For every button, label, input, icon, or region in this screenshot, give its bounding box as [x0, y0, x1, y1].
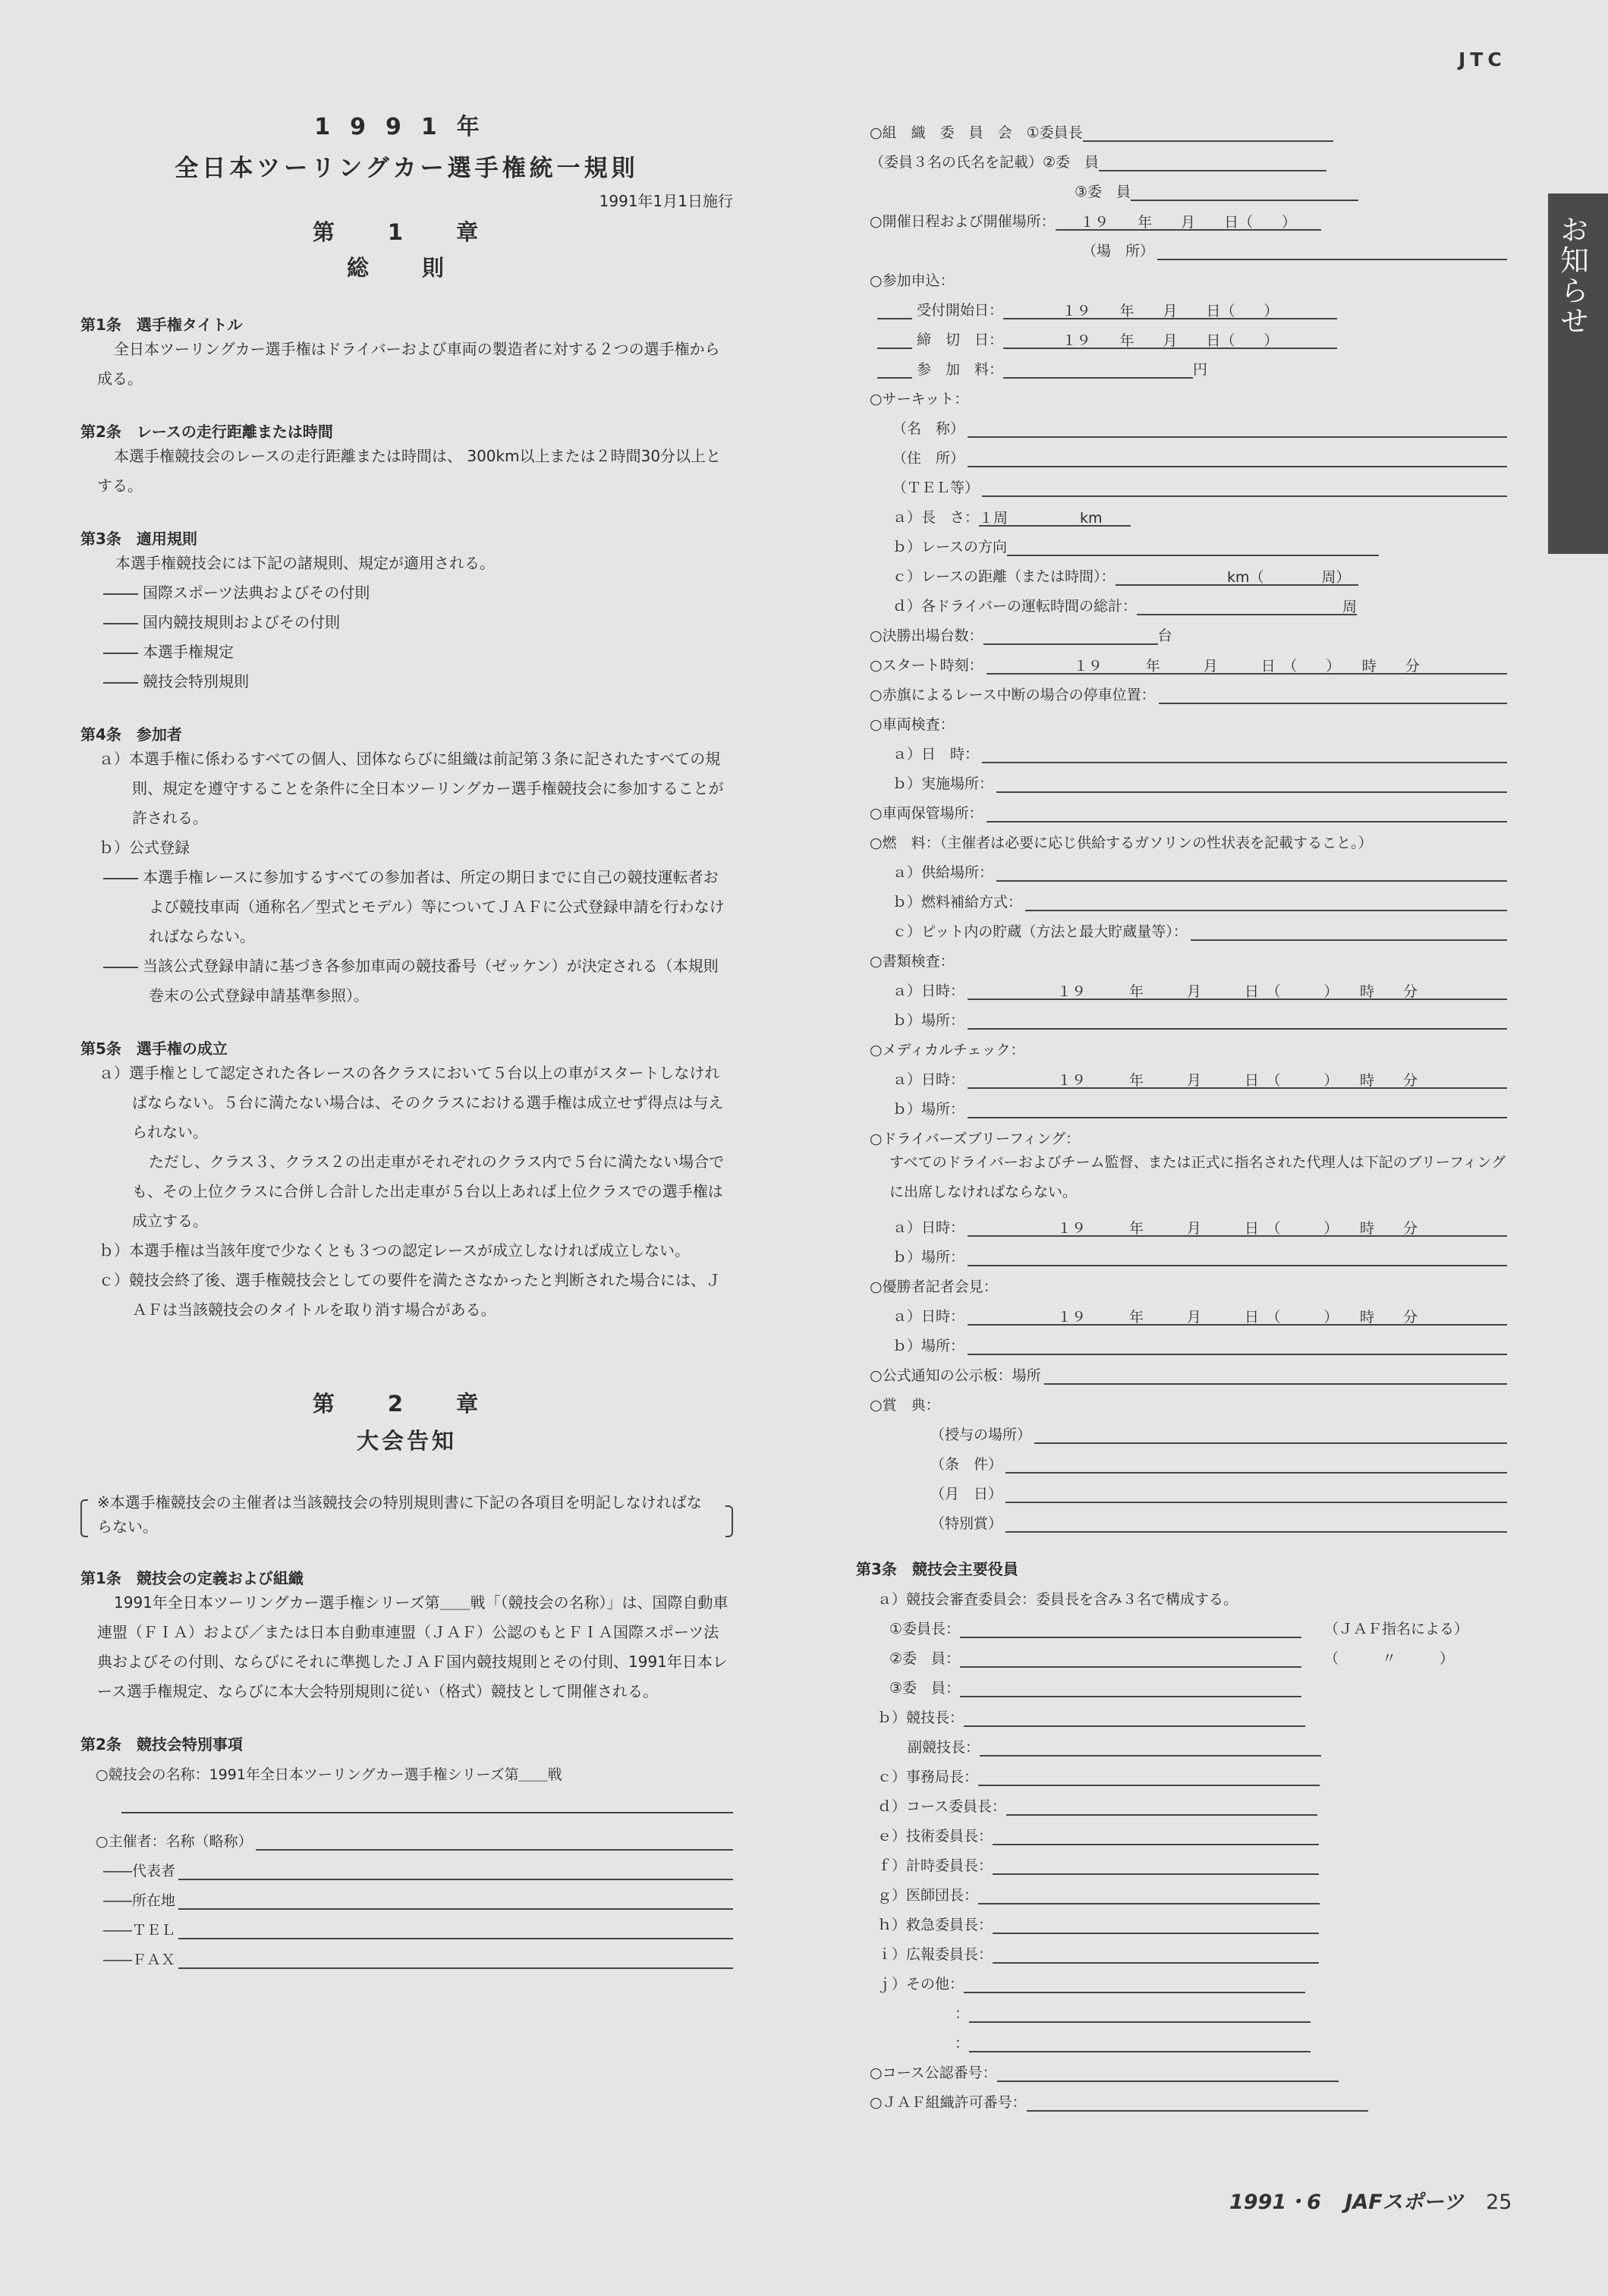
- committee-member-field[interactable]: [1099, 152, 1326, 171]
- tel-field[interactable]: [178, 1920, 733, 1939]
- right-column: [856, 112, 1507, 2112]
- driving-time-row: ｄ）各ドライバーの運転時間の総計： 周: [870, 586, 1507, 615]
- deputy-clerk-field[interactable]: [980, 1737, 1321, 1757]
- start-time-field[interactable]: １９ 年 月 日 （ ） 時 分: [987, 655, 1507, 675]
- others3-field[interactable]: [969, 2033, 1311, 2052]
- finalists-row: ○決勝出場台数： 台: [870, 615, 1507, 645]
- chapter2-name: 大会告知: [356, 1428, 457, 1454]
- title-year: 1991年: [314, 114, 499, 140]
- fax-row: ――ＦＡＸ: [80, 1939, 733, 1969]
- article4-a: ａ）本選手権に係わるすべての個人、団体ならびに組織は前記第３条に記されたすべての規則、規定を遵守することを条件に全日本ツーリングカー選手権競技会に参加することが許される。: [99, 750, 724, 827]
- circuit-name-field[interactable]: [968, 418, 1507, 438]
- representative-field[interactable]: [178, 1860, 733, 1880]
- briefing-place-row: ｂ）場所：: [870, 1237, 1507, 1266]
- rescue-chief-field[interactable]: [993, 1914, 1319, 1934]
- tel-row: ――ＴＥＬ: [80, 1910, 733, 1939]
- briefing-time-row: ａ）日時： １９ 年 月 日 （ ） 時 分: [870, 1207, 1507, 1237]
- jaf-permit-row: ○ＪＡＦ組織許可番号：: [870, 2082, 1507, 2112]
- effective-date: 1991年1月1日施行: [599, 192, 733, 210]
- article1-text: 全日本ツーリングカー選手権はドライバーおよび車両の製造者に対する２つの選手権から成る。: [97, 340, 720, 388]
- pr-chief-row: ｉ）広報委員長：: [870, 1934, 1507, 1964]
- article5-b: ｂ）本選手権は当該年度で少なくとも３つの認定レースが成立しなければ成立しない。: [99, 1241, 690, 1260]
- start-time-row: ○スタート時刻： １９ 年 月 日 （ ） 時 分: [870, 645, 1507, 675]
- rescue-chief-row: ｈ）救急委員長：: [870, 1904, 1507, 1934]
- circuit-row: ○サーキット：: [870, 391, 969, 407]
- section-tab: [1548, 193, 1608, 554]
- fuel-method-row: ｂ）燃料補給方式：: [870, 882, 1507, 911]
- briefing-text: すべてのドライバーおよびチーム監督、または正式に指名された代理人は下記のブリーフィングに出席しなければならない。: [889, 1154, 1506, 1200]
- awards-row: ○賞 典：: [870, 1397, 940, 1414]
- article4-b1: 本選手権レースに参加するすべての参加者は、所定の期日までに自己の競技運転者および競技車両（通称名／型式とモデル）等についてＪＡＦに公式登録申請を行わなければならない。: [103, 863, 733, 951]
- article4-b: ｂ）公式登録: [99, 838, 190, 857]
- stewards-row: ａ）競技会審査委員会：委員長を含み３名で構成する。: [877, 1591, 1238, 1608]
- scrutineering-row: ○車両検査：: [870, 716, 955, 733]
- clerk-field[interactable]: [964, 1707, 1305, 1727]
- event-name-row: ○競技会の名称：1991年全日本ツーリングカー選手権シリーズ第＿＿戦: [96, 1766, 562, 1783]
- ch2-article1-heading: 第1条 競技会の定義および組織: [80, 1569, 304, 1587]
- document-check-time-field[interactable]: １９ 年 月 日 （ ） 時 分: [968, 980, 1507, 1000]
- chapter2-number: 第 2 章: [312, 1391, 502, 1417]
- article1-heading: 第1条 選手権タイトル: [80, 316, 243, 334]
- article2-heading: 第2条 レースの走行距離または時間: [80, 423, 333, 441]
- entry-fee-field[interactable]: [1003, 359, 1193, 379]
- article4-b2: 当該公式登録申請に基づき各参加車両の競技番号（ゼッケン）が決定される（本規則巻末の公式登録申請基準参照）。: [103, 951, 733, 1011]
- scrutineering-time-row: ａ）日 時：: [870, 734, 1507, 763]
- ch2-article1-text: 1991年全日本ツーリングカー選手権シリーズ第＿＿戦「（競技会の名称）」は、国際自動車連盟（ＦＩＡ）および／または日本自動車連盟（ＪＡＦ）公認のもとＦＩＡ国際スポーツ法典およびその付則、ならびにそれに準拠したＪＡＦ国内競技規則とその付則、1991年日本レース選手権規定、ならびに本大会特別規則に従い（格式）競技として開催される。: [97, 1593, 728, 1700]
- award-condition-field[interactable]: [1005, 1454, 1507, 1474]
- press-place-row: ｂ）場所：: [870, 1326, 1507, 1355]
- others3-row: ：: [870, 2023, 1507, 2052]
- schedule-row: ○開催日程および開催場所： １９ 年 月 日（ ）: [870, 201, 1507, 231]
- committee-member3-row: ③委 員: [870, 171, 1507, 201]
- schedule-date-field[interactable]: １９ 年 月 日（ ）: [1056, 211, 1321, 231]
- steward-chair-row: ①委員長： （ＪＡＦ指名による）: [870, 1609, 1507, 1638]
- steward-member-field[interactable]: [960, 1648, 1301, 1668]
- magazine-logo: JAFスポーツ: [1345, 2191, 1464, 2214]
- circuit-name-row: （名 称）: [870, 408, 1507, 438]
- article3-item: 本選手権規定: [80, 637, 733, 667]
- others2-field[interactable]: [969, 2003, 1311, 2023]
- race-distance-row: ｃ）レースの距離（または時間）： km（ 周）: [870, 556, 1507, 586]
- entry-close-row: 締 切 日： １９ 年 月 日（ ）: [870, 319, 1507, 349]
- circuit-tel-row: （ＴＥＬ等）: [870, 467, 1507, 497]
- document-check-row: ○書類検査：: [870, 953, 955, 970]
- course-license-field[interactable]: [997, 2062, 1339, 2082]
- others-field[interactable]: [964, 1974, 1305, 1993]
- chapter2-note: ※本選手権競技会の主催者は当該競技会の特別規則書に下記の各項目を明記しなければならない。: [80, 1490, 733, 1539]
- article3-item: 競技会特別規則: [80, 667, 733, 697]
- course-chief-row: ｄ）コース委員長：: [870, 1786, 1507, 1816]
- committee-chair-row: ○組 織 委 員 会 ①委員長: [870, 112, 1507, 142]
- entry-close-field[interactable]: １９ 年 月 日（ ）: [1003, 329, 1337, 349]
- press-place-field[interactable]: [968, 1335, 1507, 1355]
- article3-item: 国内競技規則およびその付則: [80, 608, 733, 637]
- circuit-length-field[interactable]: １周 km: [979, 507, 1131, 527]
- circuit-address-row: （住 所）: [870, 438, 1507, 467]
- article2-text: 本選手権競技会のレースの走行距離または時間は、 300km以上または２時間30分以上とする。: [97, 447, 722, 495]
- article5-a: ａ）選手権として認定された各レースの各クラスにおいて５台以上の車がスタートしなければならない。５台に満たない場合は、そのクラスにおける選手権は成立せず得点は与えられない。: [99, 1064, 724, 1141]
- scrutineering-place-row: ｂ）実施場所：: [870, 763, 1507, 793]
- pr-chief-field[interactable]: [993, 1944, 1319, 1964]
- steward-member-row: ②委 員： （ 〃 ）: [870, 1638, 1507, 1668]
- steward-chair-field[interactable]: [960, 1618, 1301, 1638]
- award-place-row: （授与の場所）: [870, 1414, 1507, 1444]
- document-check-place-row: ｂ）場所：: [870, 1000, 1507, 1030]
- medical-chief-field[interactable]: [978, 1885, 1320, 1904]
- fuel-supply-field[interactable]: [996, 862, 1507, 882]
- parc-ferme-row: ○車両保管場所：: [870, 793, 1507, 822]
- circuit-tel-field[interactable]: [982, 477, 1507, 497]
- briefing-place-field[interactable]: [968, 1247, 1507, 1266]
- ch2-article2-heading: 第2条 競技会特別事項: [80, 1735, 243, 1753]
- timing-chief-row: ｆ）計時委員長：: [870, 1845, 1507, 1875]
- clerk-row: ｂ）競技長：: [870, 1697, 1507, 1727]
- venue-field[interactable]: [1157, 241, 1507, 260]
- issue-date: 1991・6: [1229, 2191, 1321, 2214]
- article3-text: 本選手権競技会には下記の諸規則、規定が適用される。: [115, 554, 495, 572]
- document-check-place-field[interactable]: [968, 1010, 1507, 1030]
- section-tab-label: お知らせ: [1555, 215, 1589, 336]
- race-direction-row: ｂ）レースの方向: [870, 527, 1507, 556]
- steward-member3-field[interactable]: [960, 1678, 1301, 1697]
- page-number: 25: [1486, 2191, 1512, 2214]
- committee-member-row: （委員３名の氏名を記載）②委 員: [870, 142, 1507, 171]
- fuel-row: ○燃 料：（主催者は必要に応じ供給するガソリンの性状表を記載すること。）: [870, 835, 1373, 851]
- entry-start-field[interactable]: １９ 年 月 日（ ）: [1003, 300, 1337, 319]
- representative-row: ――代表者: [80, 1851, 733, 1880]
- medical-check-time-row: ａ）日時： １９ 年 月 日 （ ） 時 分: [870, 1059, 1507, 1089]
- award-place-field[interactable]: [1034, 1424, 1507, 1444]
- technical-chief-row: ｅ）技術委員長：: [870, 1816, 1507, 1845]
- medical-check-place-row: ｂ）場所：: [870, 1089, 1507, 1118]
- page-title: 全日本ツーリングカー選手権統一規則: [175, 155, 639, 182]
- press-conference-row: ○優勝者記者会見：: [870, 1279, 998, 1295]
- event-name-line: [80, 1784, 733, 1813]
- notice-board-row: ○公式通知の公示板：場所: [870, 1355, 1507, 1385]
- red-flag-field[interactable]: [1159, 684, 1507, 704]
- others-row: ｊ）その他：: [870, 1964, 1507, 1993]
- chapter1-name: 総 則: [346, 255, 467, 281]
- event-name-field[interactable]: [121, 1794, 733, 1813]
- article5-heading: 第5条 選手権の成立: [80, 1039, 228, 1058]
- award-date-field[interactable]: [1005, 1483, 1507, 1503]
- entry-fee-row: 参 加 料： 円: [870, 349, 1507, 379]
- medical-check-row: ○メディカルチェック：: [870, 1042, 1025, 1058]
- fuel-supply-row: ａ）供給場所：: [870, 852, 1507, 882]
- header-code: JTC: [1459, 49, 1506, 71]
- address-row: ――所在地: [80, 1880, 733, 1910]
- circuit-length-row: ａ）長 さ： １周 km: [870, 497, 1507, 527]
- medical-check-place-field[interactable]: [968, 1099, 1507, 1118]
- medical-check-time-field[interactable]: １９ 年 月 日 （ ） 時 分: [968, 1069, 1507, 1089]
- secretary-field[interactable]: [978, 1766, 1320, 1786]
- chapter1-number: 第 1 章: [312, 219, 502, 245]
- course-chief-field[interactable]: [1006, 1796, 1317, 1816]
- fuel-method-field[interactable]: [1025, 892, 1507, 911]
- driving-time-field[interactable]: 周: [1137, 596, 1357, 615]
- organizer-row: ○主催者：名称（略称）: [80, 1821, 733, 1851]
- address-field[interactable]: [178, 1890, 733, 1910]
- article3-heading: 第3条 適用規則: [80, 530, 197, 548]
- article4-heading: 第4条 参加者: [80, 725, 182, 744]
- page-footer: [1229, 2185, 1512, 2215]
- parc-ferme-field[interactable]: [987, 803, 1507, 822]
- medical-chief-row: ｇ）医師団長：: [870, 1875, 1507, 1904]
- secretary-row: ｃ）事務局長：: [870, 1757, 1507, 1786]
- scrutineering-place-field[interactable]: [996, 773, 1507, 793]
- notice-board-field[interactable]: [1044, 1365, 1507, 1385]
- award-condition-row: （条 件）: [870, 1444, 1507, 1474]
- venue-row: （場 所）: [870, 231, 1507, 260]
- document-check-time-row: ａ）日時： １９ 年 月 日 （ ） 時 分: [870, 970, 1507, 1000]
- timing-chief-field[interactable]: [993, 1855, 1319, 1875]
- entry-start-row: 受付開始日： １９ 年 月 日（ ）: [870, 290, 1507, 319]
- fuel-storage-field[interactable]: [1191, 921, 1507, 941]
- briefing-time-field[interactable]: １９ 年 月 日 （ ） 時 分: [968, 1217, 1507, 1237]
- red-flag-row: ○赤旗によるレース中断の場合の停車位置：: [870, 675, 1507, 704]
- award-special-row: （特別賞）: [870, 1503, 1507, 1533]
- fuel-storage-row: ｃ）ピット内の貯蔵（方法と最大貯蔵量等）：: [870, 911, 1507, 941]
- article5-c: ｃ）競技会終了後、選手権競技会としての要件を満たさなかったと判断された場合には、ＪＡＦは当該競技会のタイトルを取り消す場合がある。: [99, 1271, 721, 1319]
- deputy-clerk-row: 副競技長：: [870, 1727, 1507, 1757]
- others2-row: ：: [870, 1993, 1507, 2023]
- organizer-field[interactable]: [256, 1831, 733, 1851]
- briefing-row: ○ドライバーズブリーフィング：: [870, 1131, 1081, 1147]
- press-time-field[interactable]: １９ 年 月 日 （ ） 時 分: [968, 1306, 1507, 1326]
- article5-a2: ただし、クラス３、クラス２の出走車がそれぞれのクラス内で５台に満たない場合でも、その上位クラスに合併し合計した出走車が５台以上あれば上位クラスでの選手権は成立する。: [132, 1153, 725, 1230]
- circuit-address-field[interactable]: [968, 448, 1507, 467]
- steward-member3-row: ③委 員：: [870, 1668, 1507, 1697]
- article3-item: 国際スポーツ法典およびその付則: [80, 578, 733, 608]
- scrutineering-time-field[interactable]: [982, 744, 1507, 763]
- course-license-row: ○コース公認番号：: [870, 2052, 1507, 2082]
- race-distance-field[interactable]: km（ 周）: [1116, 566, 1358, 586]
- officials-heading: 第3条 競技会主要役員: [856, 1560, 1018, 1578]
- finalists-field[interactable]: [983, 625, 1158, 645]
- fax-field[interactable]: [178, 1949, 733, 1969]
- committee-chair-field[interactable]: [1083, 122, 1333, 142]
- technical-chief-field[interactable]: [993, 1826, 1319, 1845]
- award-date-row: （月 日）: [870, 1474, 1507, 1503]
- committee-member3-field[interactable]: [1131, 181, 1358, 201]
- left-column: [80, 108, 733, 1969]
- press-time-row: ａ）日時： １９ 年 月 日 （ ） 時 分: [870, 1296, 1507, 1326]
- award-special-field[interactable]: [1005, 1513, 1507, 1533]
- jaf-permit-field[interactable]: [1027, 2092, 1368, 2112]
- race-direction-field[interactable]: [1007, 536, 1379, 556]
- entry-row: ○参加申込：: [870, 272, 955, 289]
